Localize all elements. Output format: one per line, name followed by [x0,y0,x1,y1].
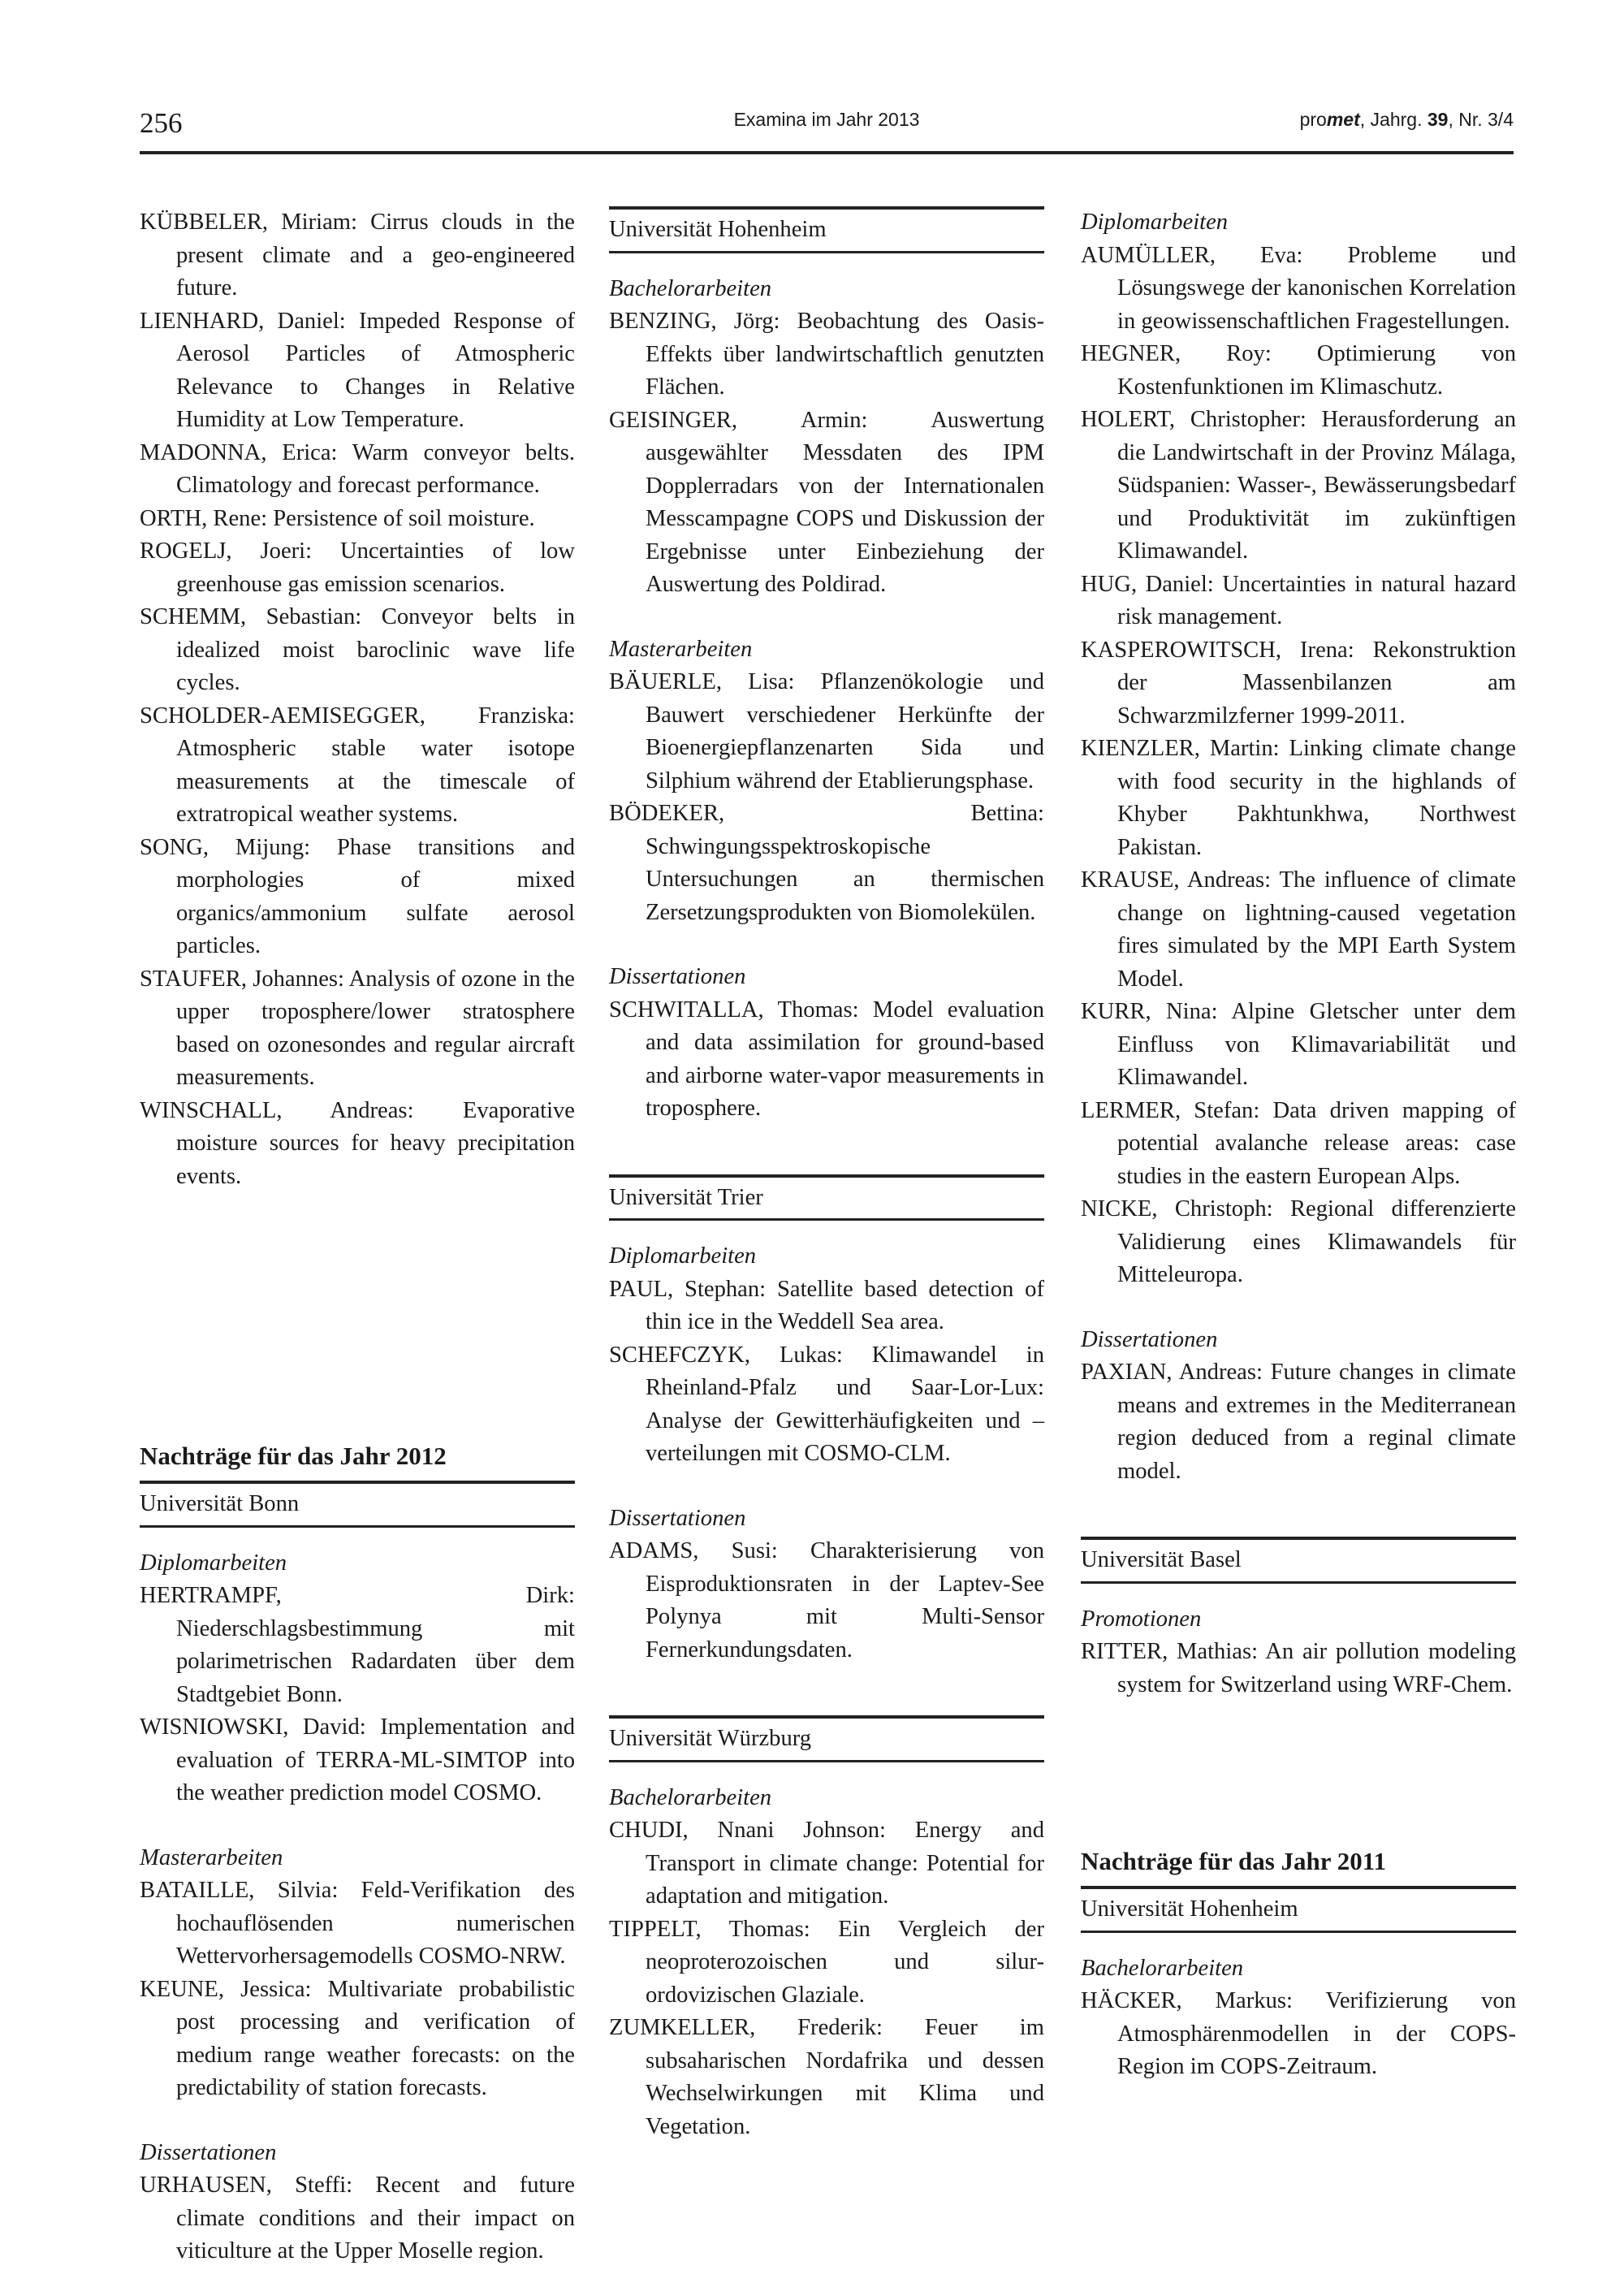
list-item: TIPPELT, Thomas: Ein Vergleich der neoproterozoischen und silur-ordovizischen Glaziale. [609,1916,1044,2008]
journal-mid: , Jahrg. [1359,109,1427,130]
university-heading-trier: Universität Trier [609,1174,1044,1222]
spacer [609,929,1044,961]
spacer [609,602,1044,633]
category-heading: Dissertationen [609,964,746,989]
list-item: SONG, Mijung: Phase transitions and morphologies of mixed organics/ammonium sulfate aerosol particles. [140,834,575,958]
spacer [140,1193,575,1438]
list-item: BÄUERLE, Lisa: Pflanzenökologie und Bauwert verschiedener Herkünfte der Bioenergiepflanzenarten Sida und Silphium während der Etablierungsphase. [609,669,1044,793]
spacer [1081,1584,1516,1603]
section-title-2011: Nachträge für das Jahr 2011 [1081,1847,1387,1875]
category-heading: Diplomarbeiten [609,1243,757,1269]
university-heading-wuerzburg: Universität Würzburg [609,1715,1044,1762]
list-item: PAXIAN, Andreas: Future changes in climate means and extremes in the Mediterranean region deduced from a reginal climate model. [1081,1360,1516,1484]
list-item: URHAUSEN, Steffi: Recent and future climate conditions and their impact on viticulture at the Upper Moselle region. [140,2173,575,2264]
journal-reference [1300,109,1514,131]
list-item: KIENZLER, Martin: Linking climate change with food security in the highlands of Khyber Pakhtunkhwa, Northwest Pakistan. [1081,736,1516,860]
spacer [609,253,1044,273]
category-heading: Dissertationen [1081,1326,1218,1352]
journal-issue: , Nr. 3/4 [1448,109,1514,130]
list-item: CHUDI, Nnani Johnson: Energy and Transport in climate change: Potential for adaptation and mitigation. [609,1818,1044,1909]
list-item: KURR, Nina: Alpine Gletscher unter dem Einfluss von Klimavariabilität und Klimawandel. [1081,999,1516,1090]
list-item: BATAILLE, Silvia: Feld-Verifikation des hochauflösenden numerischen Wettervorhersagemodells COSMO-NRW. [140,1878,575,1969]
page-header [140,96,1514,154]
category-heading: Promotionen [1081,1606,1202,1632]
spacer [1081,1292,1516,1324]
list-item: SCHWITALLA, Thomas: Model evaluation and data assimilation for ground-based and airborne water-vapor measurements in troposphere. [609,997,1044,1121]
column-3 [1081,206,1516,2084]
category-heading: Diplomarbeiten [140,1550,287,1576]
category-heading: Bachelorarbeiten [609,275,772,301]
list-item: HERTRAMPF, Dirk: Niederschlagsbestimmung mit polarimetrischen Radardaten über dem Stadtgebiet Bonn. [140,1583,575,1707]
list-item: SCHOLDER-AEMISEGGER, Franziska: Atmospheric stable water isotope measurements at the timescale of extratropical weather systems. [140,703,575,827]
journal-brand: met [1326,109,1360,130]
spacer [1081,1701,1516,1844]
spacer [1081,1933,1516,1952]
list-item: SCHEFCZYK, Lukas: Klimawandel in Rheinland-Pfalz und Saar-Lor-Lux: Analyse der Gewitterhäufigkeiten und –verteilungen mit COSMO-CLM. [609,1342,1044,1466]
running-title: Examina im Jahr 2013 [733,109,920,130]
column-2 [609,206,1044,2143]
university-heading-hohenheim: Universität Hohenheim [609,206,1044,253]
list-item: LIENHARD, Daniel: Impeded Response of Aerosol Particles of Atmospheric Relevance to Changes in Relative Humidity at Low Temperature. [140,308,575,432]
list-item: GEISINGER, Armin: Auswertung ausgewählter Messdaten des IPM Dopplerradars von der Internationalen Messcampagne COPS und Diskussion der Ergebnisse unter Einbeziehung der Auswertung des Poldirad. [609,407,1044,597]
category-heading: Bachelorarbeiten [1081,1955,1244,1981]
list-item: ROGELJ, Joeri: Uncertainties of low greenhouse gas emission scenarios. [140,538,575,597]
list-item: HOLERT, Christopher: Herausforderung an die Landwirtschaft in der Provinz Málaga, Südspanien: Wasser-, Bewässerungsbedarf und Produktivität im zukünftigen Klimawandel. [1081,407,1516,564]
university-heading-hohenheim-2011: Universität Hohenheim [1081,1886,1516,1933]
spacer [609,1667,1044,1715]
spacer [609,1762,1044,1782]
list-item: KRAUSE, Andreas: The influence of climate change on lightning-caused vegetation fires simulated by the MPI Earth System Model. [1081,867,1516,992]
list-item: HEGNER, Roy: Optimierung von Kostenfunktionen im Klimaschutz. [1081,341,1516,400]
list-item: SCHEMM, Sebastian: Conveyor belts in idealized moist baroclinic wave life cycles. [140,604,575,695]
category-heading: Bachelorarbeiten [609,1784,772,1810]
list-item: STAUFER, Johannes: Analysis of ozone in the upper troposphere/lower stratosphere based on ozonesondes and regular aircraft measurements. [140,966,575,1090]
list-item: ORTH, Rene: Persistence of soil moisture. [140,505,535,531]
section-title-2012: Nachträge für das Jahr 2012 [140,1442,447,1470]
list-item: HUG, Daniel: Uncertainties in natural hazard risk management. [1081,571,1516,629]
spacer [1081,1488,1516,1537]
list-item: AUMÜLLER, Eva: Probleme und Lösungswege der kanonischen Korrelation in geowissenschaftlichen Fragestellungen. [1081,242,1516,334]
spacer [609,1221,1044,1240]
list-item: WINSCHALL, Andreas: Evaporative moisture sources for heavy precipitation events. [140,1097,575,1189]
list-item: BÖDEKER, Bettina: Schwingungsspektroskopische Untersuchungen an thermischen Zersetzungsprodukten von Biomolekülen. [609,801,1044,925]
spacer [609,1126,1044,1174]
category-heading: Dissertationen [140,2139,277,2165]
list-item: LERMER, Stefan: Data driven mapping of potential avalanche release areas: case studies in the eastern European Alps. [1081,1097,1516,1189]
list-item: KEUNE, Jessica: Multivariate probabilistic post processing and verification of medium range weather forecasts: on the predictability of station forecasts. [140,1976,575,2100]
category-heading: Diplomarbeiten [1081,210,1229,235]
list-item: RITTER, Mathias: An air pollution modeling system for Switzerland using WRF-Chem. [1081,1639,1516,1697]
list-item: BENZING, Jörg: Beobachtung des Oasis-Effekts über landwirtschaftlich genutzten Flächen. [609,309,1044,400]
list-item: KÜBBELER, Miriam: Cirrus clouds in the present climate and a geo-engineered future. [140,210,575,301]
column-1 [140,206,575,2268]
list-item: NICKE, Christoph: Regional differenzierte Validierung eines Klimawandels für Mitteleuropa. [1081,1196,1516,1287]
list-item: KASPEROWITSCH, Irena: Rekonstruktion der Massenbilanzen am Schwarzmilzferner 1999-2011. [1081,637,1516,729]
page-number: 256 [140,107,183,139]
header-rule [140,151,1514,154]
list-item: WISNIOWSKI, David: Implementation and evaluation of TERRA-ML-SIMTOP into the weather prediction model COSMO. [140,1714,575,1805]
list-item: HÄCKER, Markus: Verifizierung von Atmosphärenmodellen in der COPS-Region im COPS-Zeitraum. [1081,1988,1516,2079]
university-heading-basel: Universität Basel [1081,1537,1516,1584]
spacer [1081,1879,1516,1886]
spacer [140,1474,575,1481]
spacer [609,1471,1044,1503]
category-heading: Dissertationen [609,1505,746,1531]
list-item: ADAMS, Susi: Charakterisierung von Eisproduktionsraten in der Laptev-See Polynya mit Multi-Sensor Fernerkundungsdaten. [609,1538,1044,1663]
journal-prefix: pro [1299,109,1327,130]
category-heading: Masterarbeiten [609,636,753,662]
spacer [140,1528,575,1547]
university-heading-bonn: Universität Bonn [140,1481,575,1528]
list-item: PAUL, Stephan: Satellite based detection of thin ice in the Weddell Sea area. [609,1276,1044,1334]
list-item: ZUMKELLER, Frederik: Feuer im subsaharischen Nordafrika und dessen Wechselwirkungen mit Klima und Vegetation. [609,2015,1044,2139]
spacer [140,1810,575,1842]
spacer [140,2105,575,2137]
category-heading: Masterarbeiten [140,1844,283,1870]
list-item: MADONNA, Erica: Warm conveyor belts. Climatology and forecast performance. [140,439,575,498]
journal-volume: 39 [1427,109,1449,130]
